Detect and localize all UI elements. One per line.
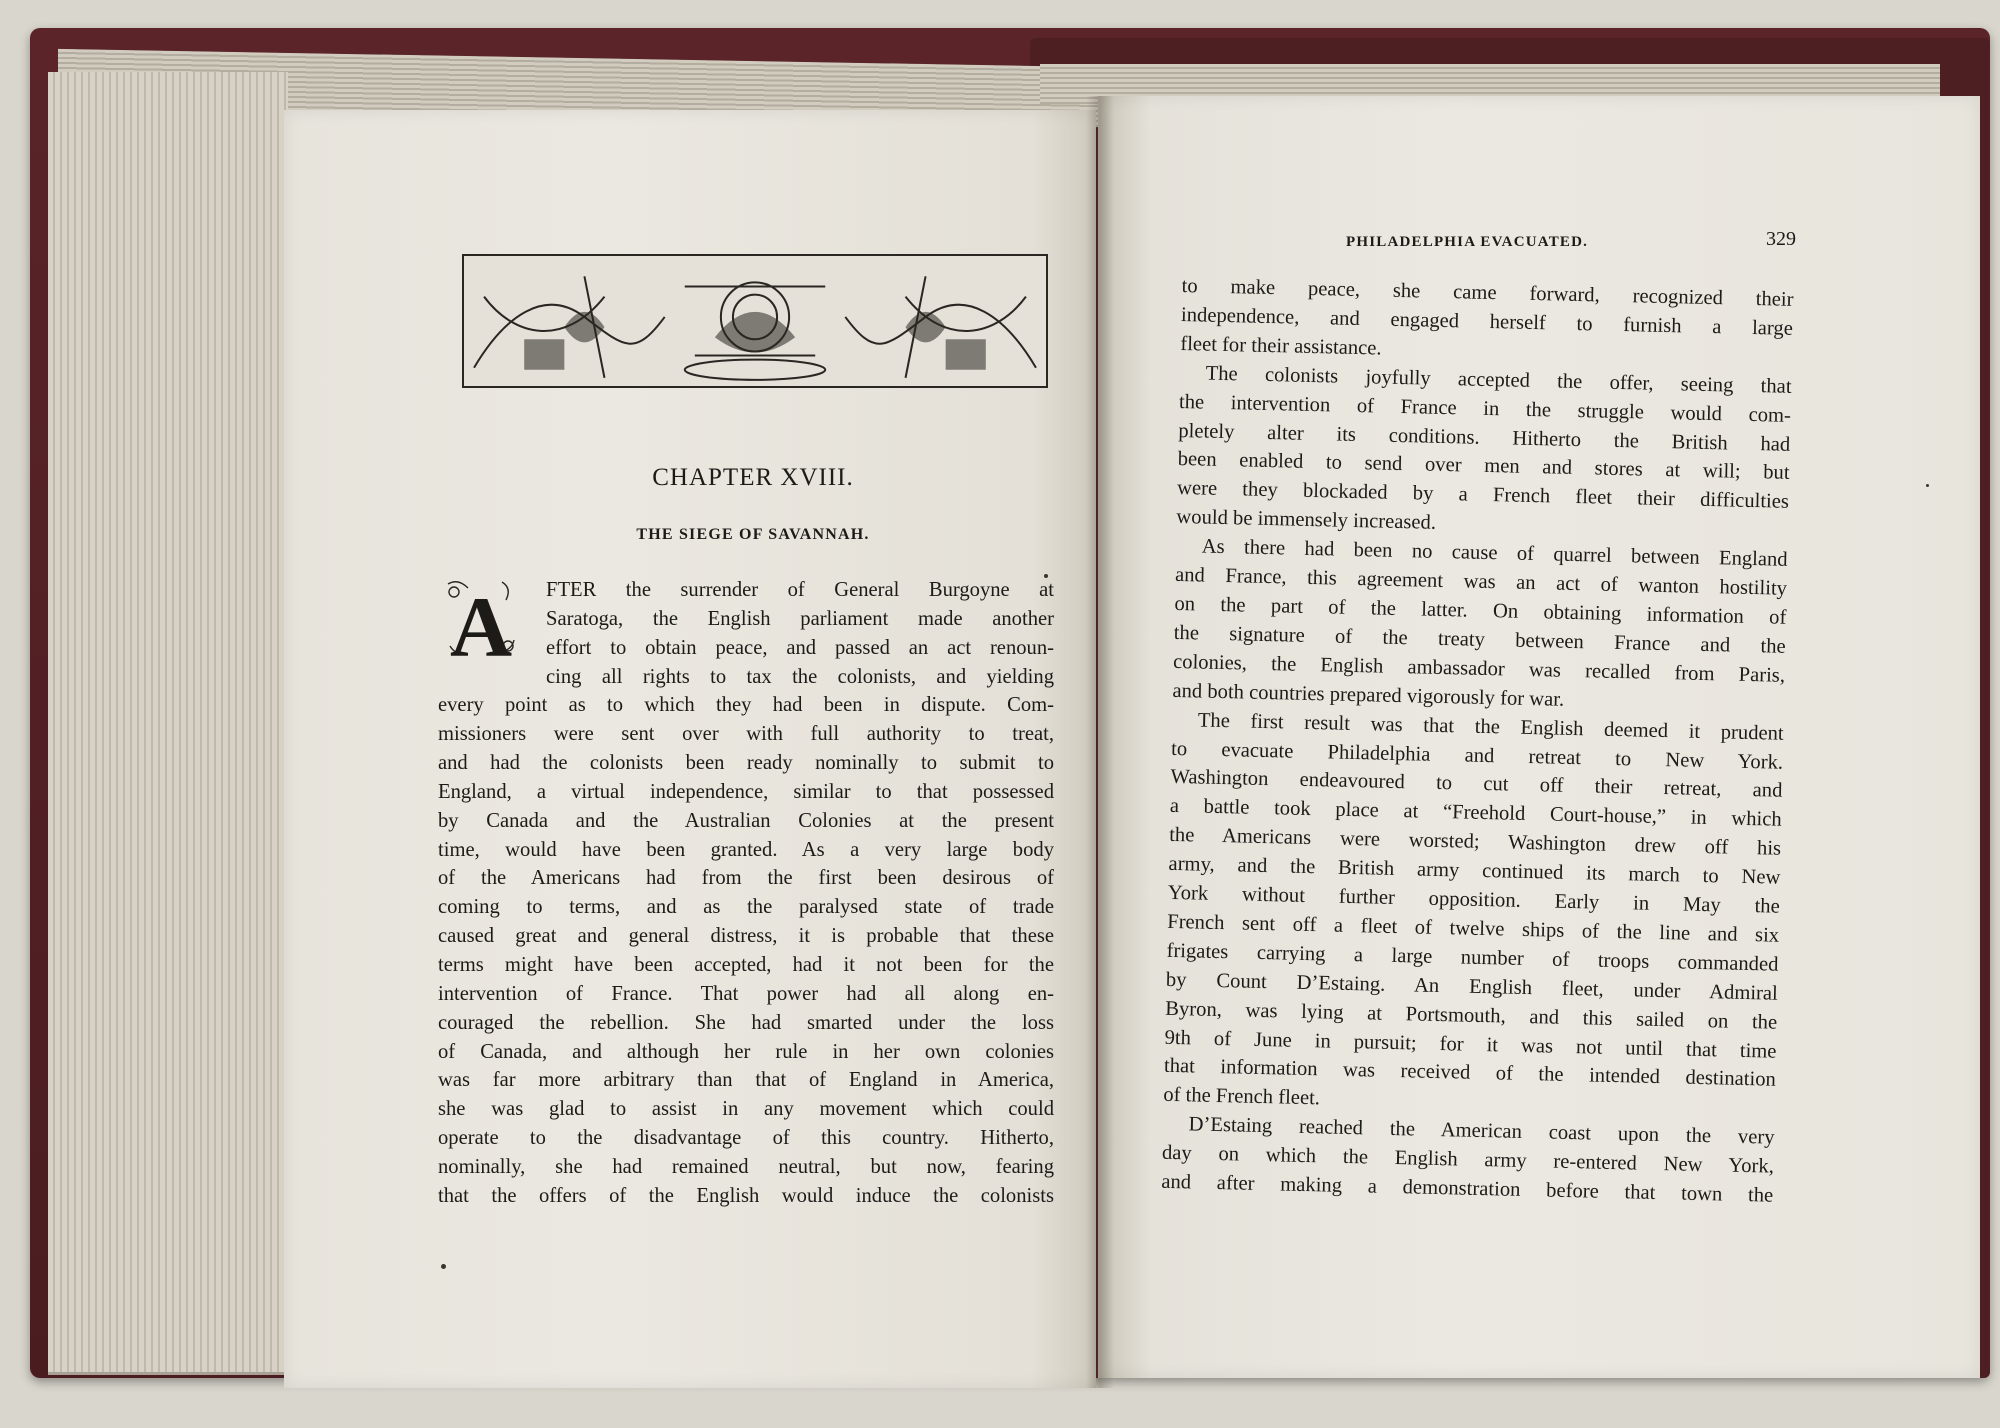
- text-line: couraged the rebellion. She had smarted under the loss: [438, 1011, 1054, 1034]
- text-line: fleet for their assistance.: [1180, 332, 1382, 360]
- text-line: she was glad to assist in any movement which could: [438, 1098, 1054, 1121]
- text-line: of Canada, and although her rule in her own colonies: [438, 1040, 1054, 1063]
- text-line: Washington endeavoured to cut off their retreat, and: [1170, 766, 1783, 803]
- text-line: coming to terms, and as the paralysed state of trade: [438, 896, 1054, 919]
- text-line: that the offers of the English would induce the colonists: [438, 1184, 1054, 1207]
- text-line: that information was received of the intended destination: [1163, 1055, 1777, 1092]
- text-line: was far more arbitrary than that of England in America,: [438, 1069, 1054, 1092]
- text-line: operate to the disadvantage of this country. Hitherto,: [438, 1127, 1054, 1150]
- left-body-text: [438, 576, 1054, 1211]
- text-line: time, would have been granted. As a very large body: [438, 838, 1054, 861]
- text-line: French sent off a fleet of twelve ships of the line and six: [1167, 910, 1780, 947]
- drop-cap-letter: A: [449, 579, 513, 664]
- text-line: army, and the British army continued its march to New: [1168, 852, 1781, 889]
- text-line: on the part of the latter. On obtaining information of: [1174, 592, 1787, 629]
- paper-speck: [1044, 574, 1048, 578]
- text-line: intervention of France. That power had all along en-: [438, 982, 1054, 1005]
- text-line: were they blockaded by a French fleet their difficulties: [1176, 477, 1790, 514]
- text-line: As there had been no cause of quarrel between England: [1201, 535, 1788, 571]
- right-body-text: [1161, 272, 1794, 1211]
- text-line: to evacuate Philadelphia and retreat to New York.: [1170, 737, 1784, 774]
- text-line: the Americans were worsted; Washington drew off his: [1168, 824, 1782, 860]
- text-line: and after making a demonstration before that town the: [1161, 1170, 1774, 1207]
- text-line: been enabled to send over men and stores at will; but: [1177, 448, 1790, 485]
- text-line: by Canada and the Australian Colonies at the present: [438, 809, 1054, 832]
- text-line: colonies, the English ambassador was recalled from Paris,: [1172, 650, 1786, 687]
- text-line: and both countries prepared vigorously for war.: [1172, 679, 1565, 711]
- decorative-headpiece-icon: [462, 254, 1048, 388]
- text-line: The colonists joyfully accepted the offer, seeing that: [1205, 362, 1792, 398]
- text-line: and had the colonists been ready nominally to submit to: [438, 752, 1054, 775]
- paper-speck: [1926, 484, 1929, 487]
- text-line: cing all rights to tax the colonists, and yielding: [546, 665, 1054, 688]
- text-line: day on which the English army re-entered New York,: [1161, 1141, 1775, 1178]
- chapter-subtitle: THE SIEGE OF SAVANNAH.: [636, 526, 870, 543]
- text-line: York without further opposition. Early in May the: [1167, 881, 1781, 918]
- text-line: would be immensely increased.: [1176, 506, 1437, 535]
- text-line: The first result was that the English deemed it prudent: [1197, 709, 1784, 745]
- text-line: nominally, she had remained neutral, but now, fearing: [438, 1155, 1054, 1178]
- text-line: by Count D’Estaing. An English fleet, under Admiral: [1165, 968, 1779, 1005]
- text-line: every point as to which they had been in dispute. Com-: [438, 694, 1054, 717]
- text-line: independence, and engaged herself to furnish a large: [1180, 303, 1794, 340]
- text-line: to make peace, she came forward, recognized their: [1181, 274, 1794, 311]
- text-line: England, a virtual independence, similar to that possessed: [438, 780, 1054, 803]
- paper-speck: [441, 1264, 446, 1269]
- text-line: and France, this agreement was an act of wanton hostility: [1174, 563, 1788, 600]
- text-line: of the French fleet.: [1163, 1084, 1321, 1110]
- book-gutter: [1086, 96, 1114, 1388]
- text-line: frigates carrying a large number of troops commanded: [1166, 939, 1779, 976]
- text-line: caused great and general distress, it is probable that these: [438, 925, 1054, 948]
- page-number: 329: [1766, 228, 1796, 250]
- text-line: Byron, was lying at Portsmouth, and this sailed on the: [1165, 997, 1778, 1034]
- text-line: D’Estaing reached the American coast upon the very: [1188, 1113, 1775, 1149]
- text-line: a battle took place at “Freehold Court-house,” in which: [1169, 795, 1782, 832]
- text-line: terms might have been accepted, had it not been for the: [438, 953, 1054, 976]
- text-line: of the Americans had from the first been desirous of: [438, 867, 1054, 890]
- page-edges-left: [48, 72, 288, 1375]
- text-line: missioners were sent over with full authority to treat,: [438, 723, 1054, 746]
- text-line: effort to obtain peace, and passed an act renoun-: [546, 636, 1054, 659]
- text-line: Saratoga, the English parliament made another: [546, 607, 1054, 630]
- text-line: the signature of the treaty between France and the: [1173, 621, 1786, 658]
- running-head: PHILADELPHIA EVACUATED.: [1346, 234, 1589, 250]
- chapter-title: CHAPTER XVIII.: [652, 464, 854, 491]
- text-line: 9th of June in pursuit; for it was not until that time: [1164, 1026, 1777, 1063]
- text-line: the intervention of France in the struggle would com-: [1178, 390, 1792, 427]
- text-line: FTER the surrender of General Burgoyne at: [546, 579, 1054, 601]
- text-line: pletely alter its conditions. Hitherto the British had: [1178, 419, 1791, 456]
